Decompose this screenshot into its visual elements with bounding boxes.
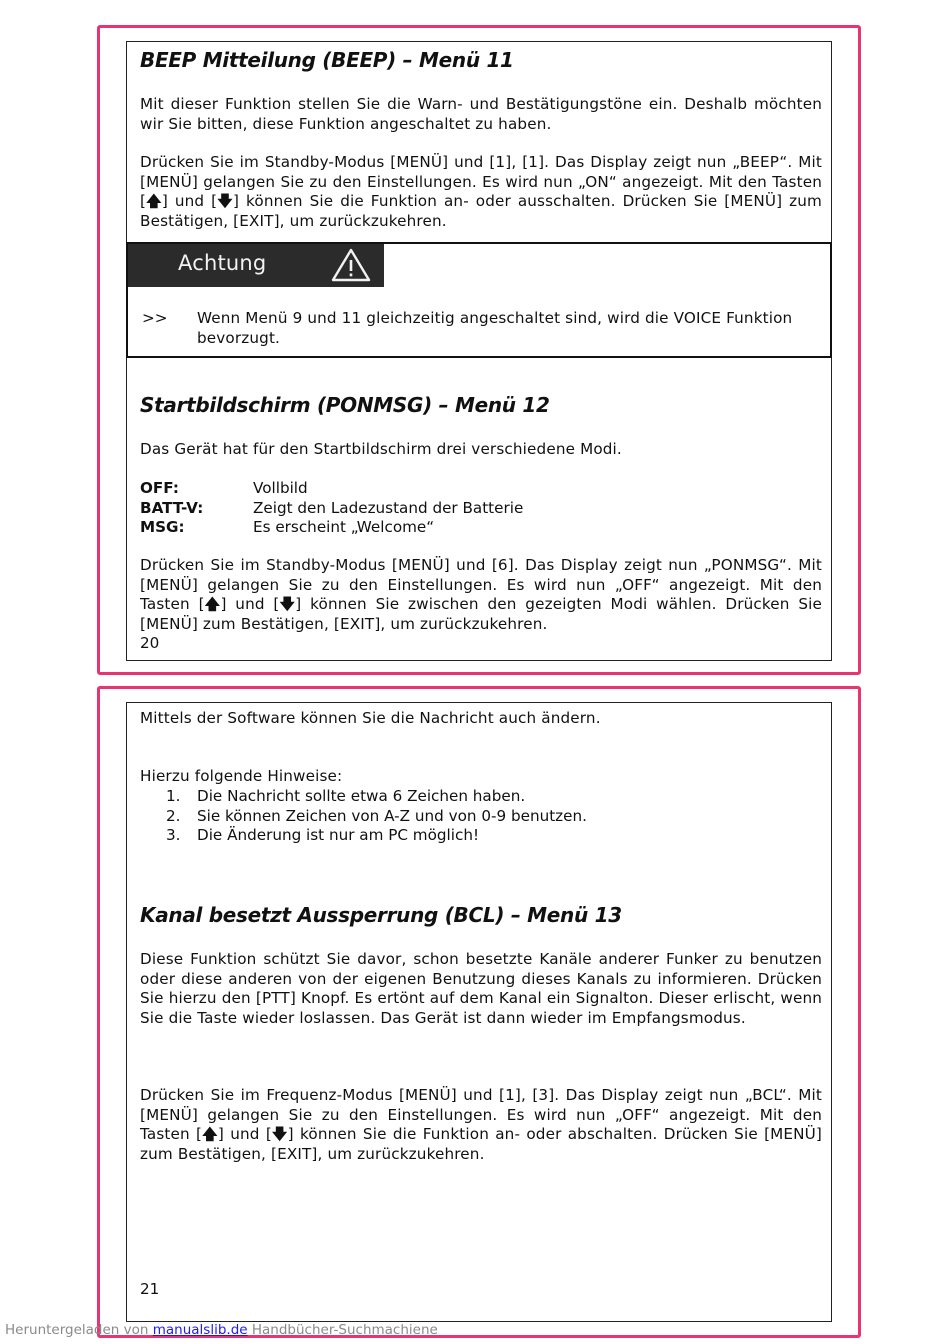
bcl-instructions: Drücken Sie im Frequenz-Modus [MENÜ] und [1], [3]. Das Display zeigt nun „BCL“. Mit [MENÜ] gelangen Sie zu den Einstellungen. Es wird nun „OFF“ angezeigt. Mit den Tasten [🡅] und [🡇] können Sie die Funktion an- oder abschalten. Drücken Sie [MENÜ] zum Bestätigen, [EXIT], um zurückzukehren.	[140, 1086, 822, 1163]
download-footer: Heruntergeladen von manualslib.de Handbücher-Suchmachiene	[5, 1322, 438, 1338]
beep-heading: BEEP Mitteilung (BEEP) – Menü 11	[140, 48, 514, 72]
arrow-up-icon: 🡅	[204, 595, 221, 614]
list-number: 1.	[166, 787, 181, 805]
mode-desc: Es erscheint „Welcome“	[253, 518, 435, 537]
mode-desc: Zeigt den Ladezustand der Batterie	[253, 498, 524, 517]
page-number: 20	[140, 634, 160, 652]
warning-bullet: >>	[142, 309, 168, 327]
list-number: 2.	[166, 806, 181, 825]
beep-instructions: Drücken Sie im Standby-Modus [MENÜ] und [1], [1]. Das Display zeigt nun „BEEP“. Mit [MENÜ] gelangen Sie zu den Einstellungen. Es wird nun „ON“ angezeigt. Mit den Tasten [🡅] und [🡇] können Sie die Funktion an- oder ausschalten. Drücken Sie [MENÜ] zum Bestätigen, [EXIT], um zurückzukehren.	[140, 153, 823, 230]
arrow-down-icon: 🡇	[217, 192, 233, 211]
list-item: Die Nachricht sollte etwa 6 Zeichen haben.	[197, 787, 526, 805]
arrow-up-icon: 🡅	[202, 1125, 218, 1144]
warning-text: Wenn Menü 9 und 11 gleichzeitig angeschaltet sind, wird die VOICE Funktion bevorzugt.	[197, 309, 793, 347]
ponmsg-instructions: Drücken Sie im Standby-Modus [MENÜ] und [6]. Das Display zeigt nun „PONMSG“. Mit [MENÜ] gelangen Sie zu den Einstellungen. Es wird nun „OFF“ angezeigt. Mit den Tasten [🡅] und [🡇] können Sie zwischen den gezeigten Modi wählen. Drücken Sie [MENÜ] zum Bestätigen, [EXIT], um zurückzukehren.	[140, 556, 822, 633]
list-item: Die Änderung ist nur am PC möglich!	[197, 826, 480, 845]
bcl-description: Diese Funktion schützt Sie davor, schon besetzte Kanäle anderer Funker zu benutzen oder diese anderen von der eigenen Benutzung dieses Kanals zu informieren. Drücken Sie hierzu den [PTT] Knopf. Es ertönt auf dem Kanal ein Signalton. Dieser erlischt, wenn Sie die Taste wieder loslassen. Das Gerät ist dann wieder im Empfangsmodus.	[140, 950, 822, 1027]
mode-term: MSG:	[140, 518, 185, 537]
list-number: 3.	[166, 826, 181, 845]
arrow-up-icon: 🡅	[146, 192, 162, 211]
mode-desc: Vollbild	[253, 479, 308, 497]
ponmsg-intro: Das Gerät hat für den Startbildschirm drei verschiedene Modi.	[140, 440, 622, 458]
list-item: Sie können Zeichen von A-Z und von 0-9 benutzen.	[197, 806, 587, 825]
page-number: 21	[140, 1280, 160, 1298]
ponmsg-heading: Startbildschirm (PONMSG) – Menü 12	[140, 393, 550, 417]
arrow-down-icon: 🡇	[271, 1125, 288, 1144]
mode-term: BATT-V:	[140, 498, 204, 517]
manualslib-link[interactable]: manualslib.de	[152, 1322, 248, 1338]
warning-label: Achtung	[178, 251, 267, 275]
hints-intro: Hierzu folgende Hinweise:	[140, 767, 343, 785]
bcl-heading: Kanal besetzt Aussperrung (BCL) – Menü 13	[140, 903, 622, 927]
beep-description: Mit dieser Funktion stellen Sie die Warn- und Bestätigungstöne ein. Deshalb möchten wir Sie bitten, diese Funktion angeschaltet zu haben.	[140, 95, 822, 133]
mode-term: OFF:	[140, 479, 179, 497]
warning-triangle-icon	[330, 247, 372, 283]
arrow-down-icon: 🡇	[279, 595, 296, 614]
software-note: Mittels der Software können Sie die Nachricht auch ändern.	[140, 709, 601, 727]
